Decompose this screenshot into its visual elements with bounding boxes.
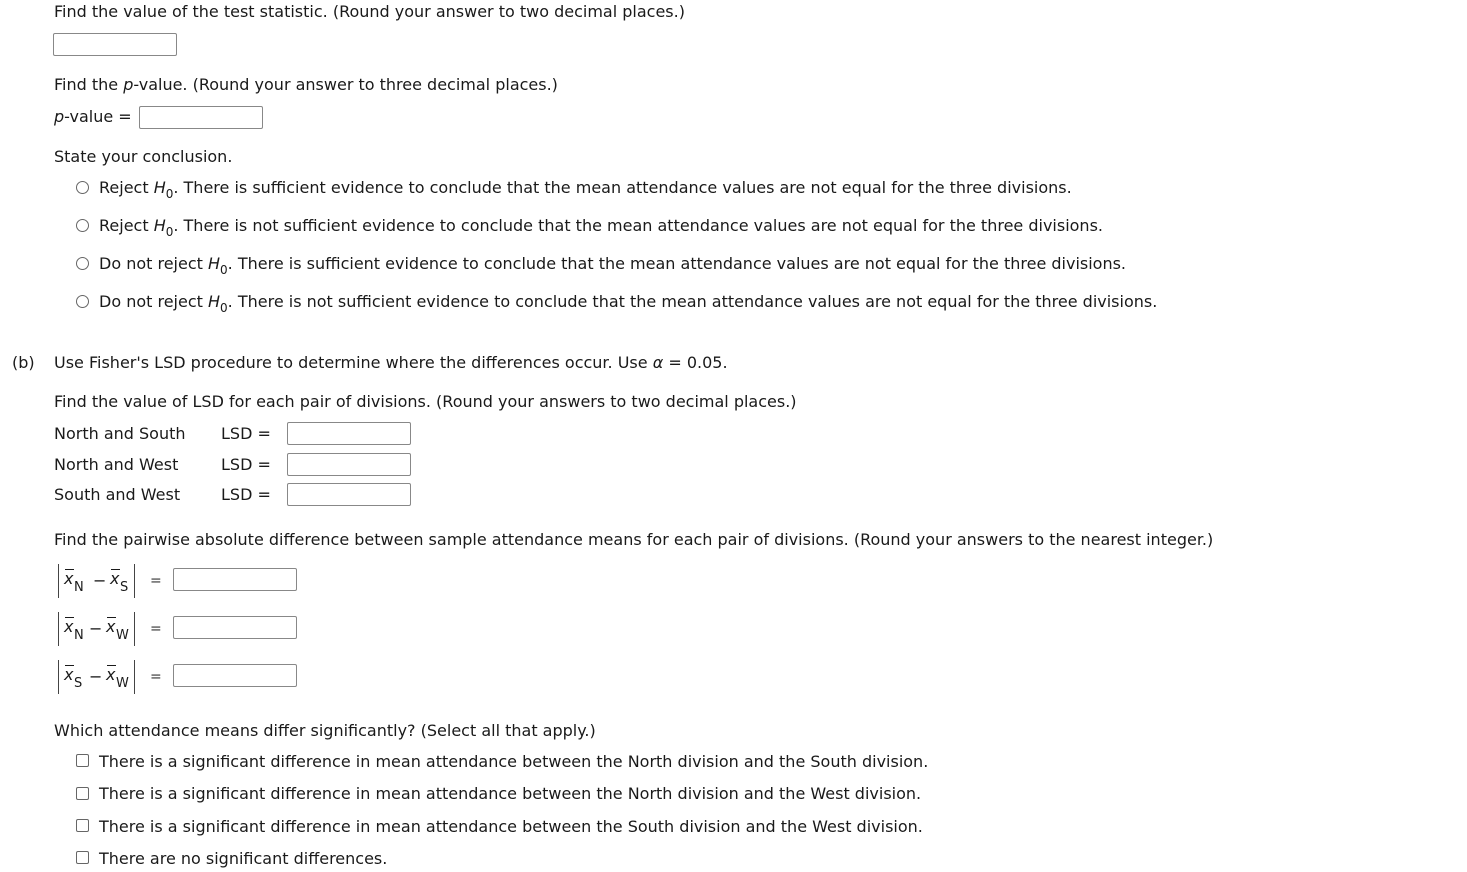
- abs-bar-right: [134, 660, 135, 694]
- p-value-label: [54, 107, 132, 127]
- test-statistic-prompt: Find the value of the test statistic. (Round your answer to two decimal places.): [54, 2, 685, 21]
- x-sub: N: [74, 580, 84, 595]
- lsd-pair-label: North and West: [54, 455, 179, 474]
- option-sub: 0: [165, 225, 174, 239]
- option-sub: 0: [165, 187, 174, 201]
- conclusion-prompt: State your conclusion.: [54, 147, 233, 166]
- lsd-pair-label: North and South: [54, 424, 186, 443]
- diff-input[interactable]: [173, 568, 297, 591]
- x-sub: S: [120, 580, 129, 595]
- x-var: x: [64, 569, 74, 588]
- equals-sign: =: [150, 669, 162, 685]
- checkbox[interactable]: [76, 754, 89, 767]
- lsd-pair-label: South and West: [54, 485, 181, 504]
- significance-option-label: There are no significant differences.: [99, 849, 388, 868]
- radio-button[interactable]: [76, 181, 89, 194]
- conclusion-option-label: [99, 292, 1158, 315]
- option-post: . There is not sufficient evidence to conclude that the mean attendance values are not equal for the three divisions.: [173, 216, 1103, 235]
- abs-bar-left: [58, 660, 59, 694]
- significance-option-label: There is a significant difference in mean attendance between the South division and the West division.: [99, 817, 923, 836]
- minus-sign: −: [89, 619, 103, 638]
- radio-button[interactable]: [76, 257, 89, 270]
- conclusion-option-label: [99, 216, 1103, 239]
- option-pre: Reject: [99, 216, 154, 235]
- option-sub: 0: [220, 263, 228, 277]
- minus-sign: −: [89, 667, 103, 686]
- significance-prompt: Which attendance means differ significantly? (Select all that apply.): [54, 721, 596, 740]
- lsd-input[interactable]: [287, 422, 411, 445]
- option-post: . There is not sufficient evidence to conclude that the mean attendance values are not equal for the three divisions.: [227, 292, 1158, 311]
- radio-button[interactable]: [76, 295, 89, 308]
- x-var: x: [106, 665, 116, 684]
- abs-bar-left: [58, 612, 59, 646]
- conclusion-option-label: [99, 178, 1072, 201]
- x-sub: W: [116, 628, 129, 643]
- lsd-label: LSD =: [221, 424, 271, 443]
- x-var: x: [64, 665, 74, 684]
- significance-option-label: There is a significant difference in mean attendance between the North division and the South division.: [99, 752, 929, 771]
- instruction-pre: Use Fisher's LSD procedure to determine where the differences occur. Use: [54, 353, 653, 372]
- abs-bar-right: [134, 564, 135, 598]
- option-var: H: [208, 254, 221, 273]
- option-post: . There is sufficient evidence to conclude that the mean attendance values are not equal for the three divisions.: [173, 178, 1072, 197]
- lsd-input[interactable]: [287, 483, 411, 506]
- option-pre: Reject: [99, 178, 154, 197]
- p-value-input[interactable]: [139, 106, 263, 129]
- x-sub: N: [74, 628, 84, 643]
- test-statistic-input[interactable]: [53, 33, 177, 56]
- p-value-prompt: [54, 75, 558, 95]
- p-value-label-var: p: [54, 107, 65, 126]
- option-pre: Do not reject: [99, 254, 208, 273]
- diff-prompt: Find the pairwise absolute difference between sample attendance means for each pair of divisions. (Round your answers to the nearest integer.): [54, 530, 1214, 549]
- lsd-prompt: Find the value of LSD for each pair of divisions. (Round your answers to two decimal places.): [54, 392, 797, 411]
- option-sub: 0: [220, 301, 228, 315]
- option-post: . There is sufficient evidence to conclude that the mean attendance values are not equal for the three divisions.: [227, 254, 1127, 273]
- alpha-symbol: α: [652, 353, 664, 372]
- part-b-label: (b): [12, 353, 35, 372]
- lsd-input[interactable]: [287, 453, 411, 476]
- option-var: H: [153, 216, 166, 235]
- checkbox[interactable]: [76, 819, 89, 832]
- significance-option-label: There is a significant difference in mean attendance between the North division and the West division.: [99, 784, 922, 803]
- option-var: H: [153, 178, 166, 197]
- x-sub: S: [74, 676, 83, 691]
- x-var: x: [64, 617, 74, 636]
- radio-button[interactable]: [76, 219, 89, 232]
- minus-sign: −: [93, 571, 107, 590]
- x-sub: W: [116, 676, 129, 691]
- diff-input[interactable]: [173, 664, 297, 687]
- equals-sign: =: [150, 573, 162, 589]
- abs-bar-right: [134, 612, 135, 646]
- p-value-prompt-pre: Find the: [54, 75, 124, 94]
- p-value-label-post: -value =: [64, 107, 132, 126]
- part-b-instruction: [54, 353, 728, 373]
- lsd-label: LSD =: [221, 485, 271, 504]
- x-var: x: [106, 617, 116, 636]
- instruction-post: = 0.05.: [663, 353, 728, 372]
- option-pre: Do not reject: [99, 292, 208, 311]
- lsd-label: LSD =: [221, 455, 271, 474]
- x-var: x: [110, 569, 120, 588]
- p-value-prompt-post: -value. (Round your answer to three decimal places.): [133, 75, 558, 94]
- diff-input[interactable]: [173, 616, 297, 639]
- option-var: H: [208, 292, 221, 311]
- checkbox[interactable]: [76, 787, 89, 800]
- conclusion-option-label: [99, 254, 1127, 277]
- checkbox[interactable]: [76, 851, 89, 864]
- equals-sign: =: [150, 621, 162, 637]
- abs-bar-left: [58, 564, 59, 598]
- p-value-prompt-var: p: [123, 75, 134, 94]
